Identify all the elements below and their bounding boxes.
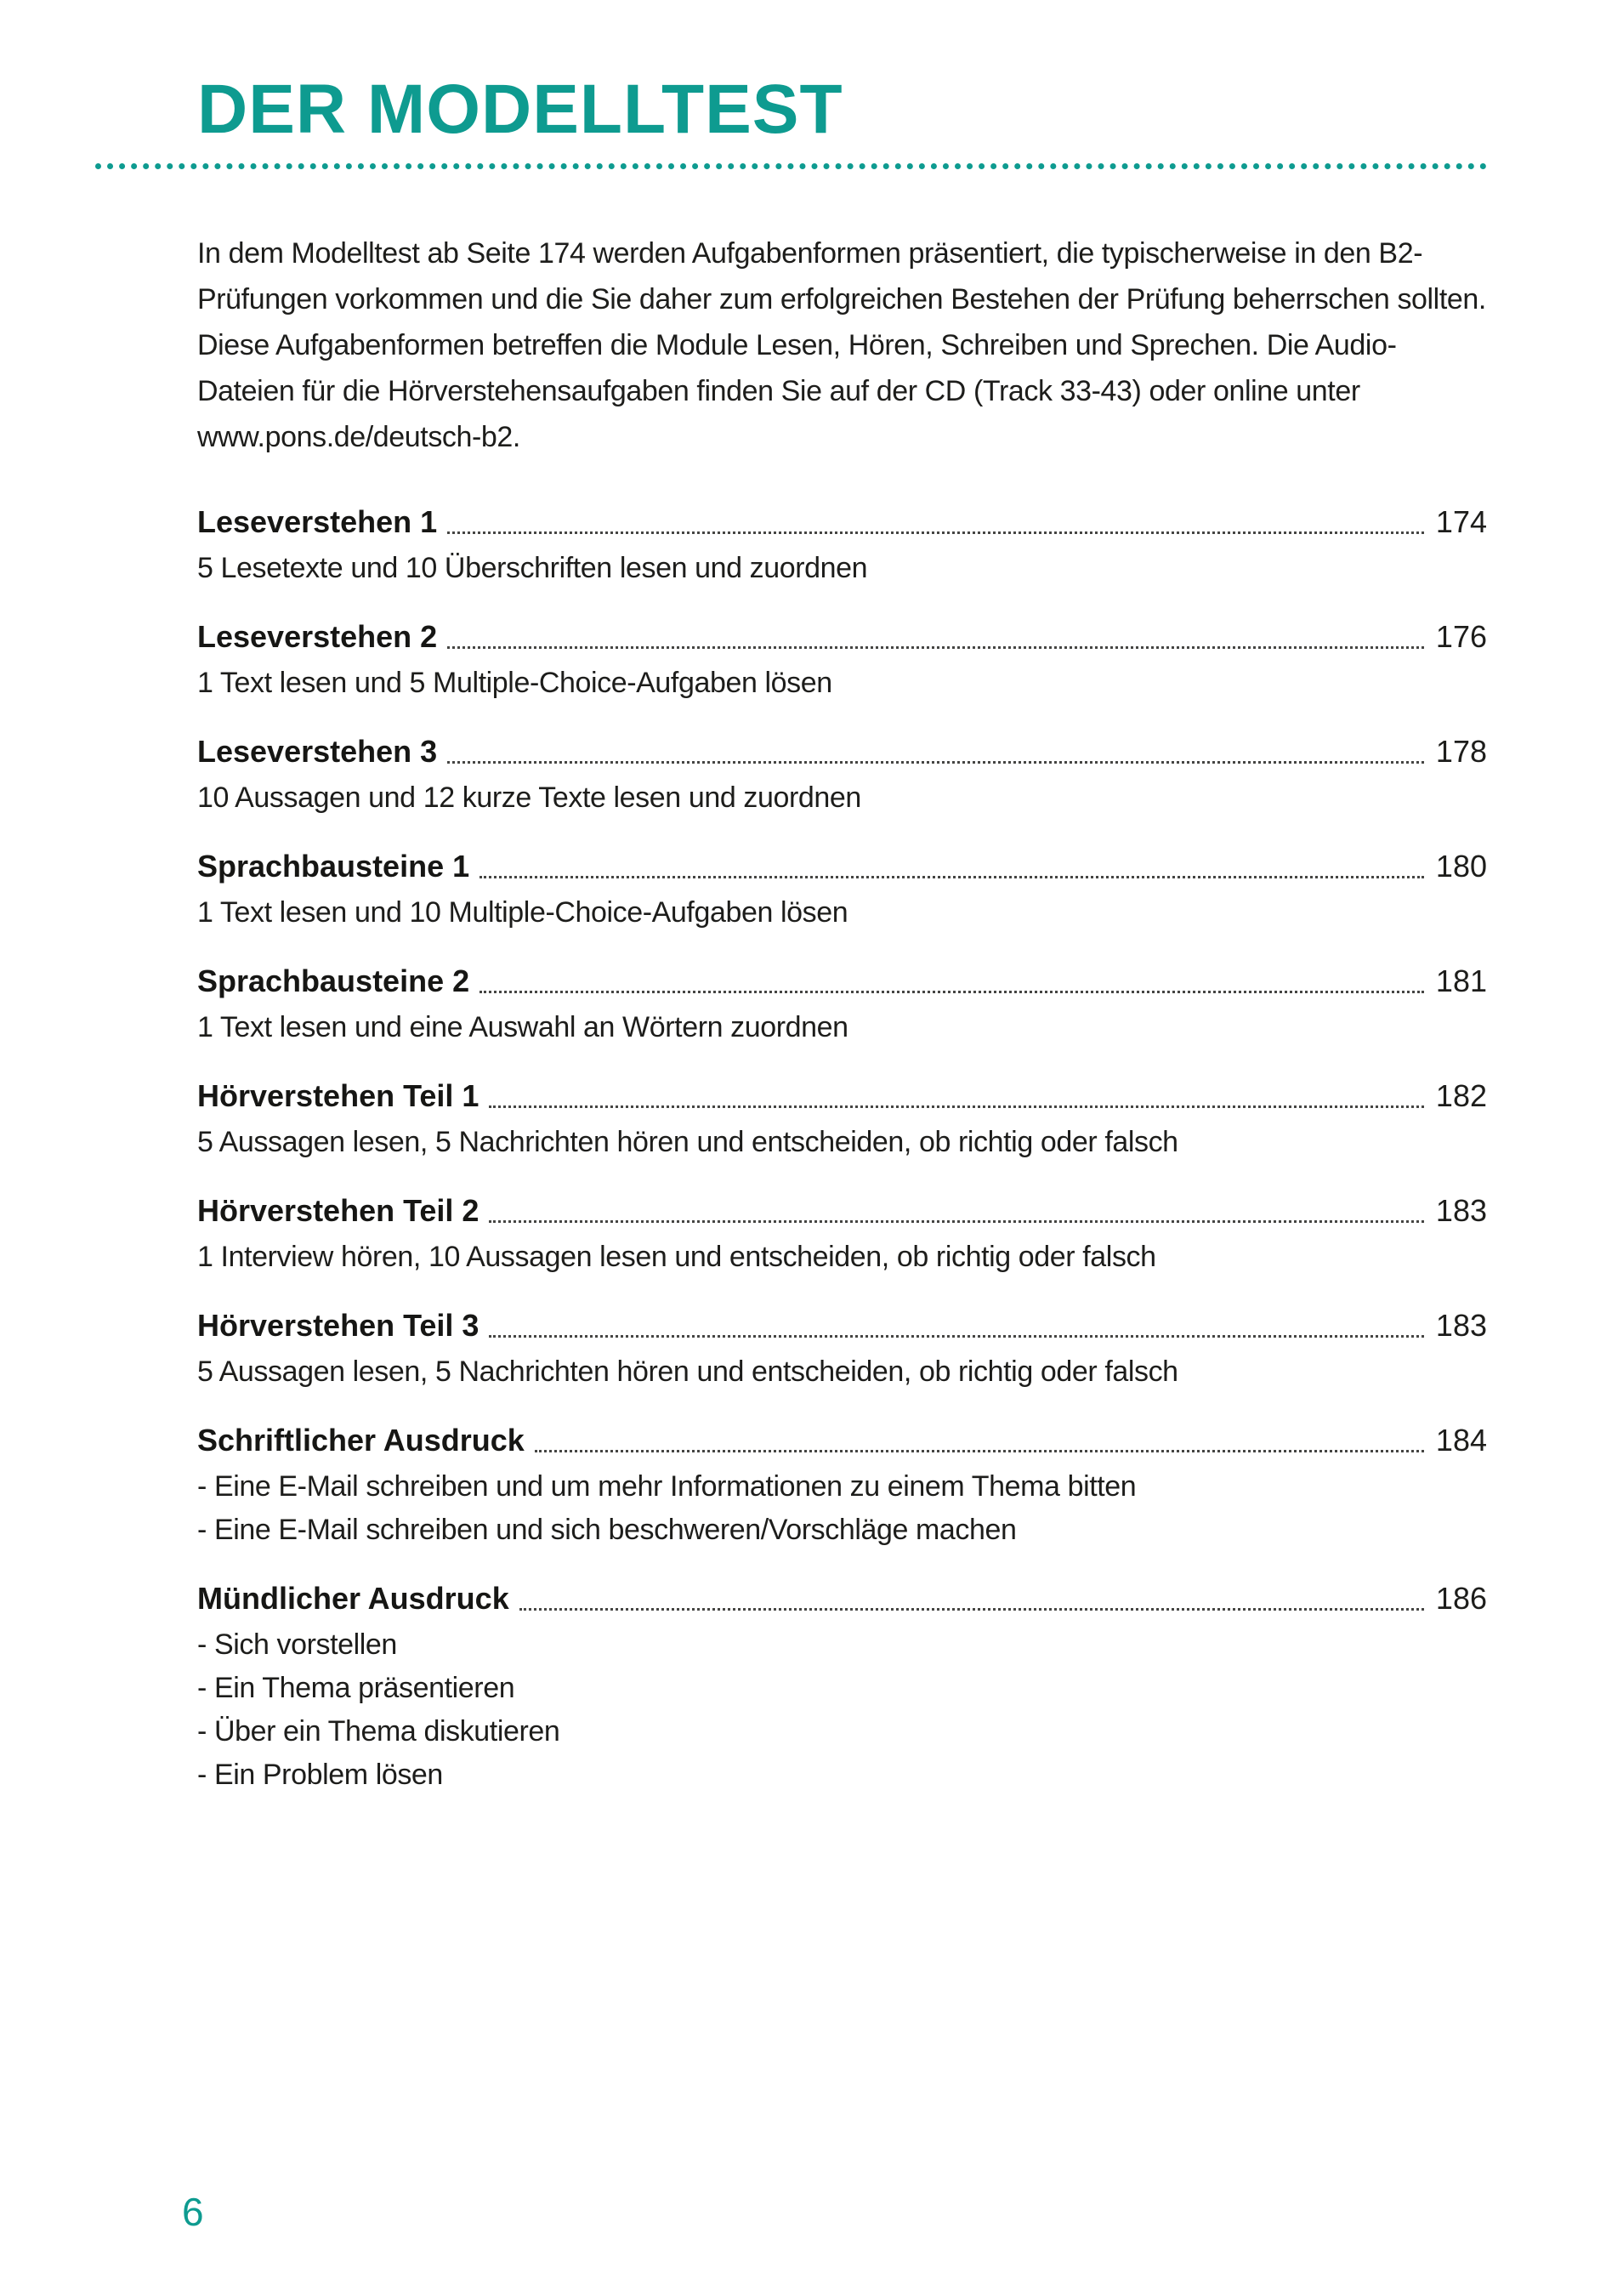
toc-entry-row <box>197 1077 1487 1116</box>
toc-entry-details <box>197 662 1487 705</box>
toc-entry-title: Sprachbausteine 1 <box>197 849 470 884</box>
toc-entry <box>197 503 1487 590</box>
toc-entry-details <box>197 1236 1487 1279</box>
toc-entry-details <box>197 1623 1487 1797</box>
toc-leader-dots <box>447 761 1424 764</box>
page-title: DER MODELLTEST <box>197 71 843 148</box>
toc-entry-row <box>197 503 1487 542</box>
toc-entry-detail: 10 Aussagen und 12 kurze Texte lesen und zuordnen <box>197 781 861 814</box>
toc-entry-row <box>197 617 1487 656</box>
toc-entry-row <box>197 1191 1487 1230</box>
toc-entry-details <box>197 1465 1487 1552</box>
toc-leader-dots <box>535 1450 1424 1452</box>
toc-leader-dots <box>489 1105 1423 1108</box>
toc-entry-detail: - Ein Problem lösen <box>197 1759 443 1791</box>
toc-entry-page-number: 180 <box>1435 849 1487 884</box>
footer-page-number: 6 <box>182 2190 204 2234</box>
toc-entry-detail: - Eine E-Mail schreiben und um mehr Informationen zu einem Thema bitten <box>197 1470 1137 1503</box>
toc-entry-detail: - Eine E-Mail schreiben und sich beschweren/Vorschläge machen <box>197 1514 1017 1546</box>
toc-entry <box>197 1579 1487 1797</box>
toc-entry-title: Schriftlicher Ausdruck <box>197 1423 525 1458</box>
toc-entry-page-number: 174 <box>1435 504 1487 539</box>
toc-entry-page-number: 182 <box>1435 1078 1487 1113</box>
toc-entry <box>197 1191 1487 1279</box>
toc-entry-title: Leseverstehen 3 <box>197 734 438 769</box>
toc-entry-page-number: 186 <box>1435 1581 1487 1616</box>
intro-paragraph: In dem Modelltest ab Seite 174 werden Aufgabenformen präsentiert, die typischerweise in den B2-Prüfungen vorkommen und die Sie daher zum erfolgreichen Bestehen der Prüfung beherrschen sollten. Diese Aufgabenformen betreffen die Module Lesen, Hören, Schreiben und Sprechen. Die Audio-Dateien für die Hörverstehensaufgaben finden Sie auf der CD (Track 33-43) oder online unter www.pons.de/deutsch-b2. <box>197 237 1486 453</box>
title-divider-dots <box>95 163 1487 169</box>
toc-entry-details <box>197 891 1487 935</box>
toc-entry-page-number: 176 <box>1435 619 1487 654</box>
toc-entry-title: Leseverstehen 2 <box>197 619 438 654</box>
toc-entry-detail: 5 Aussagen lesen, 5 Nachrichten hören und entscheiden, ob richtig oder falsch <box>197 1355 1178 1388</box>
toc-entry-detail: - Über ein Thema diskutieren <box>197 1715 560 1748</box>
toc-entry-title: Hörverstehen Teil 3 <box>197 1308 480 1343</box>
toc-entry-title: Hörverstehen Teil 1 <box>197 1078 480 1113</box>
toc-entry-detail: - Ein Thema präsentieren <box>197 1672 515 1704</box>
toc-entry-row <box>197 732 1487 771</box>
toc-leader-dots <box>447 531 1424 534</box>
toc-leader-dots <box>489 1220 1423 1223</box>
toc-leader-dots <box>489 1335 1423 1338</box>
toc-entry <box>197 847 1487 935</box>
toc-entry <box>197 1421 1487 1552</box>
toc-entry-page-number: 181 <box>1435 963 1487 998</box>
toc-entry-detail: 1 Text lesen und eine Auswahl an Wörtern zuordnen <box>197 1011 848 1043</box>
toc-entry-page-number: 183 <box>1435 1308 1487 1343</box>
toc-entry-page-number: 178 <box>1435 734 1487 769</box>
toc-entry <box>197 1306 1487 1394</box>
toc-entry-row <box>197 1306 1487 1345</box>
toc-entry-detail: 1 Interview hören, 10 Aussagen lesen und entscheiden, ob richtig oder falsch <box>197 1241 1156 1273</box>
toc-entry-row <box>197 962 1487 1001</box>
toc-entry-title: Hörverstehen Teil 2 <box>197 1193 480 1228</box>
toc-entry-page-number: 183 <box>1435 1193 1487 1228</box>
toc-entry <box>197 617 1487 705</box>
toc-entry-row <box>197 847 1487 886</box>
toc-entry-details <box>197 1350 1487 1394</box>
toc-entry-detail: 5 Lesetexte und 10 Überschriften lesen und zuordnen <box>197 552 868 584</box>
toc-entry-title: Mündlicher Ausdruck <box>197 1581 509 1616</box>
toc-entry-detail: - Sich vorstellen <box>197 1628 397 1661</box>
toc-entry <box>197 732 1487 820</box>
toc-entry <box>197 962 1487 1049</box>
toc-entry-page-number: 184 <box>1435 1423 1487 1458</box>
toc-entry <box>197 1077 1487 1164</box>
toc-entry-detail: 5 Aussagen lesen, 5 Nachrichten hören und entscheiden, ob richtig oder falsch <box>197 1126 1178 1158</box>
toc-entry-details <box>197 1121 1487 1164</box>
toc-leader-dots <box>480 991 1424 993</box>
toc-entry-title: Leseverstehen 1 <box>197 504 438 539</box>
toc-entry-row <box>197 1421 1487 1460</box>
toc-leader-dots <box>519 1608 1424 1611</box>
toc-entry-row <box>197 1579 1487 1618</box>
toc-leader-dots <box>480 876 1424 878</box>
toc-entry-detail: 1 Text lesen und 10 Multiple-Choice-Aufgaben lösen <box>197 896 848 929</box>
toc-leader-dots <box>447 646 1424 649</box>
toc-entry-details <box>197 776 1487 820</box>
toc-list <box>197 503 1487 1797</box>
toc-entry-title: Sprachbausteine 2 <box>197 963 470 998</box>
toc-entry-details <box>197 547 1487 590</box>
toc-entry-details <box>197 1006 1487 1049</box>
toc-entry-detail: 1 Text lesen und 5 Multiple-Choice-Aufgaben lösen <box>197 667 832 699</box>
